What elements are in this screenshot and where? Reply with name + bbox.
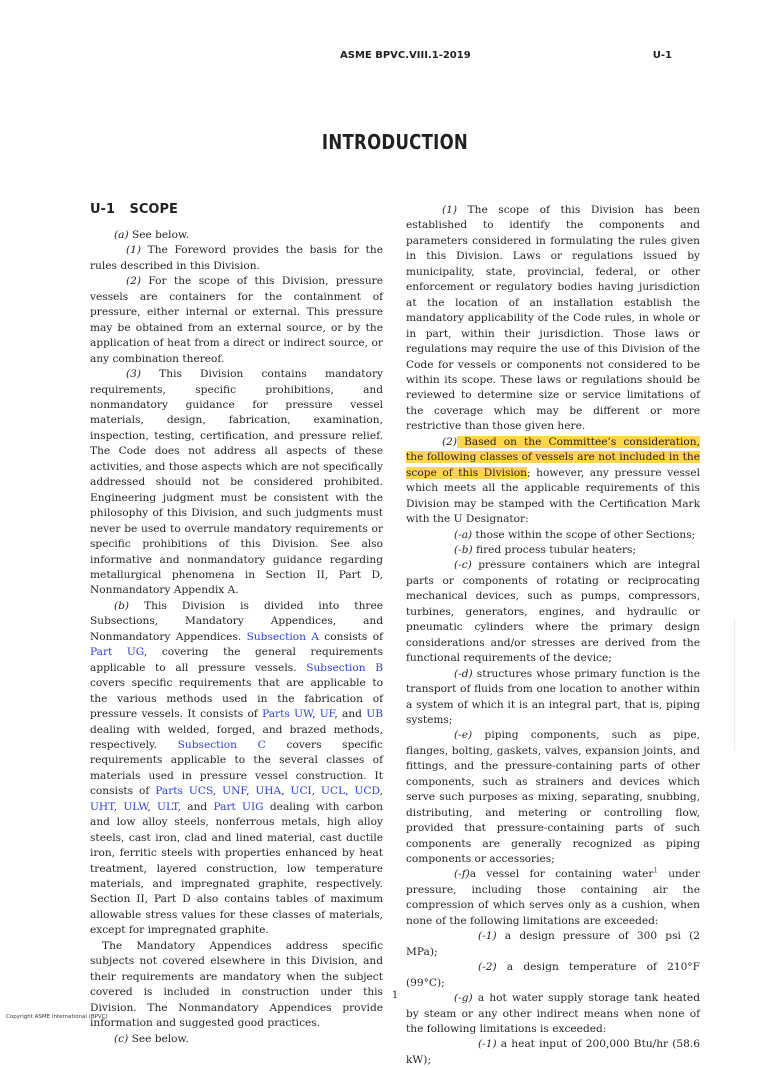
link-subsection-c[interactable]: Subsection C bbox=[177, 738, 266, 751]
link-ub[interactable]: UB bbox=[366, 708, 383, 721]
page-title: INTRODUCTION bbox=[321, 130, 469, 154]
paragraph-a1: (1) The Foreword provides the basis for the rules described in this Division. bbox=[90, 244, 383, 272]
list-item-f1: (-1) a design pressure of 300 psi (2 MPa); bbox=[406, 930, 700, 958]
link-parts-ucs[interactable]: Parts UCS bbox=[155, 785, 213, 798]
link-uha[interactable]: UHA bbox=[255, 785, 282, 798]
link-ulw[interactable]: ULW bbox=[123, 800, 148, 813]
list-item-f: (-f)a vessel for containing water$^1$ under pressure, including those containing air the compression of which serves only as a cushion, when none of the following limitations are exceeded: bbox=[406, 866, 700, 927]
copyright-notice: Copyright ASME International (BPVC) bbox=[6, 1014, 108, 1020]
link-subsection-a[interactable]: Subsection A bbox=[246, 630, 319, 643]
link-uf[interactable]: UF bbox=[319, 708, 335, 721]
list-item-f2: (-2) a design temperature of 210°F (99°C); bbox=[406, 961, 700, 989]
paragraph-mandatory-appendices: The Mandatory Appendices address specific subjects not covered elsewhere in this Division, and their requirements are mandatory when the subject covered is included in construction under this Division. The Nonmandatory Appendices provide information and suggested good practices. bbox=[90, 939, 383, 1030]
link-unf[interactable]: UNF bbox=[222, 785, 247, 798]
paragraph-c: (c) See below. bbox=[114, 1032, 189, 1045]
link-uci[interactable]: UCI bbox=[290, 785, 312, 798]
list-item-e: (-e) piping components, such as pipe, flanges, bolting, gaskets, valves, expansion joints, and fittings, and the pressure-containing parts of other components, such as strainers and devices which serve such purposes as mixing, separating, snubbing, distributing, and metering or controlling flow, provided that pressure-containing parts of such components are generally recognized as piping components or accessories; bbox=[406, 729, 700, 866]
link-part-ug[interactable]: Part UG bbox=[90, 646, 144, 659]
list-item-a: (-a) those within the scope of other Sections; bbox=[454, 528, 696, 541]
highlighted-text: Based on the Committee’s consideration, the following classes of vessels are not included in the scope of this Division bbox=[406, 435, 700, 479]
paragraph-a2: (2) For the scope of this Division, pressure vessels are containers for the containment of pressure, either internal or external. This pressure may be obtained from an external source, or by the application of heat from a direct or indirect source, or any combination thereof. bbox=[90, 275, 383, 365]
section-heading bbox=[90, 202, 178, 217]
right-column bbox=[406, 203, 700, 1068]
link-ult[interactable]: ULT bbox=[157, 800, 178, 813]
section-number: U-1 bbox=[90, 202, 115, 217]
link-ucl[interactable]: UCL bbox=[321, 785, 346, 798]
running-head-code: ASME BPVC.VIII.1-2019 bbox=[340, 50, 471, 61]
link-subsection-b[interactable]: Subsection B bbox=[306, 661, 384, 674]
paragraph-a3: (3) This Division contains mandatory requirements, specific prohibitions, and nonmandatory guidance for pressure vessel materials, design, fabrication, examination, inspection, testing, certification, and pressure relief. The Code does not address all aspects of these activities, and those aspects which are not specifically addressed should not be considered prohibited. Engineering judgment must be consistent with the philosophy of this Division, and such judgments must never be used to overrule mandatory requirements or specific prohibitions of this Division. See also informative and nonmandatory guidance regarding metallurgical phenomena in Section II, Part D, Nonmandatory Appendix A. bbox=[90, 368, 383, 597]
link-uht[interactable]: UHT bbox=[90, 800, 114, 813]
section-name: SCOPE bbox=[129, 202, 178, 217]
paragraph-b: (b) This Division is divided into three Subsections, Mandatory Appendices, and Nonmandatory Appendices. Subsection A consists of Part UG, covering the general requirements applicable to all pressure vessels. Subsection B covers specific requirements that are applicable to the various methods used in the fabrication of pressure vessels. It consists of Parts UW, UF, and UB dealing with welded, forged, and brazed methods, respectively. Subsection C covers specific requirements applicable to the several classes of materials used in pressure vessel construction. It consists of Parts UCS, UNF, UHA, UCI, UCL, UCD, UHT, ULW, ULT, and Part UIG dealing with carbon and low alloy steels, nonferrous metals, high alloy steels, cast iron, clad and lined material, cast ductile iron, ferritic steels with properties enhanced by heat treatment, layered construction, low temperature materials, and impregnated graphite, respectively. Section II, Part D also contains tables of maximum allowable stress values for these classes of materials, except for impregnated graphite. bbox=[90, 599, 384, 937]
paragraph-c2: (2) Based on the Committee’s consideration, the following classes of vessels are not included in the scope of this Division; however, any pressure vessel which meets all the applicable requirements of this Division may be stamped with the Certification Mark with the U Designator: bbox=[406, 435, 700, 526]
link-ucd[interactable]: UCD bbox=[354, 785, 380, 798]
list-item-b: (-b) fired process tubular heaters; bbox=[454, 543, 637, 556]
margin-decoration bbox=[734, 620, 736, 750]
list-item-g: (-g) a hot water supply storage tank heated by steam or any other indirect means when none of the following limitations is exceeded: bbox=[406, 992, 700, 1036]
running-head-page-ref: U-1 bbox=[652, 50, 672, 61]
list-item-c: (-c) pressure containers which are integral parts or components of rotating or reciprocating mechanical devices, such as pumps, compressors, turbines, generators, engines, and hydraulic or pneumatic cylinders where the primary design considerations and/or stresses are derived from the functional requirements of the device; bbox=[406, 559, 700, 665]
paragraph-c1: (1) The scope of this Division has been established to identify the components and parameters considered in formulating the rules given in this Division. Laws or regulations issued by municipality, state, provincial, federal, or other enforcement or regulatory bodies having jurisdiction at the location of an installation establish the mandatory applicability of the Code rules, in whole or in part, within their jurisdiction. Those laws or regulations may require the use of this Division of the Code for vessels or components not considered to be within its scope. These laws or regulations should be reviewed to determine size or service limitations of the coverage which may be different or more restrictive than those given here. bbox=[406, 204, 700, 433]
page-number: 1 bbox=[391, 990, 399, 1001]
link-part-uig[interactable]: Part UIG bbox=[213, 800, 264, 813]
link-parts-uw[interactable]: Parts UW bbox=[262, 708, 313, 721]
list-item-d: (-d) structures whose primary function is the transport of fluids from one location to another within a system of which it is an integral part, that is, piping systems; bbox=[406, 667, 700, 726]
footnote-marker[interactable]: 1 bbox=[653, 866, 658, 875]
left-column bbox=[90, 228, 383, 1047]
paragraph-a: (a) See below. bbox=[114, 229, 190, 241]
list-item-g1: (-1) a heat input of 200,000 Btu/hr (58.6 kW); bbox=[406, 1038, 700, 1066]
